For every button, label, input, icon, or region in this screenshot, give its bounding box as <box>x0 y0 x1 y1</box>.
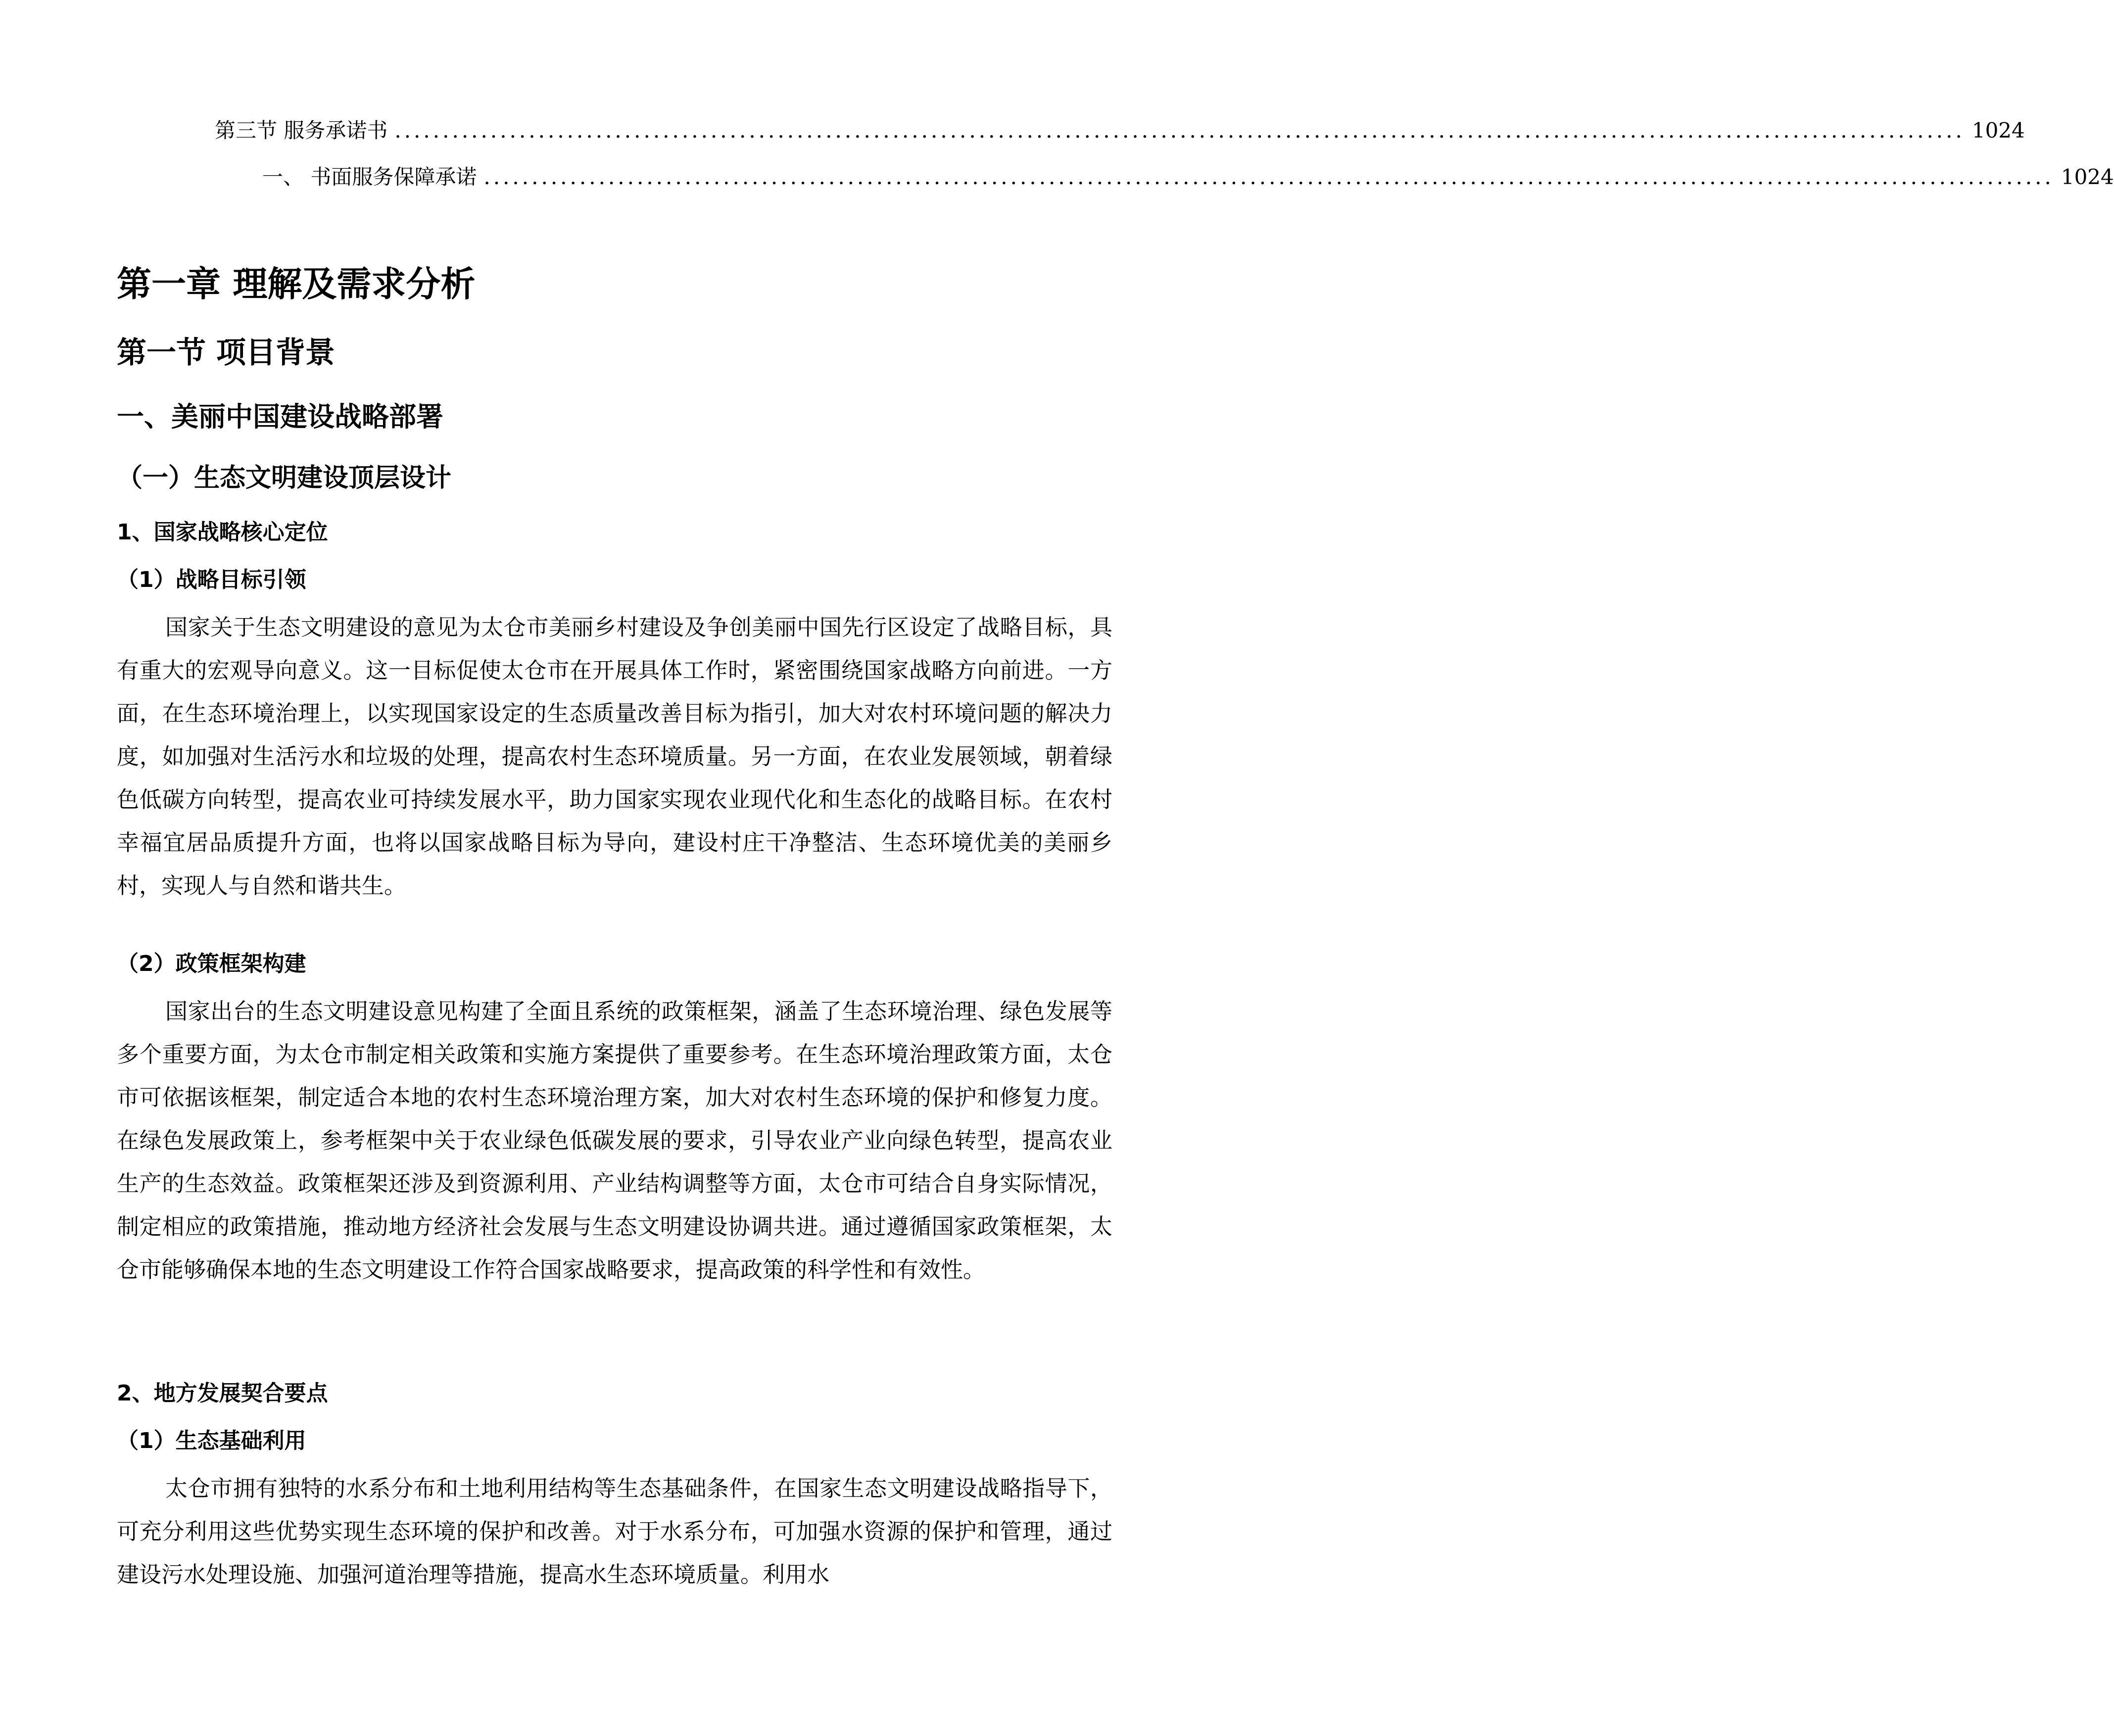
item-heading-2-1: （1）生态基础利用 <box>117 1428 306 1453</box>
toc-leader-dots: .................................................................................................................................................................... <box>394 118 1965 143</box>
subsubsection-heading: （一）生态文明建设顶层设计 <box>117 463 452 493</box>
item-heading-1: 1、国家战略核心定位 <box>117 520 328 545</box>
chapter-heading: 第一章 理解及需求分析 <box>117 264 476 304</box>
toc-entry-page-number: 1024 <box>1971 118 2025 143</box>
toc-entry-item-1[interactable] <box>262 162 2114 192</box>
body-paragraph-1: 国家关于生态文明建设的意见为太仓市美丽乡村建设及争创美丽中国先行区设定了战略目标，具有重大的宏观导向意义。这一目标促使太仓市在开展具体工作时，紧密围绕国家战略方向前进。一方面，在生态环境治理上，以实现国家设定的生态质量改善目标为指引，加大对农村环境问题的解决力度，如加强对生活污水和垃圾的处理，提高农村生态环境质量。另一方面，在农业发展领域，朝着绿色低碳方向转型，提高农业可持续发展水平，助力国家实现农业现代化和生态化的战略目标。在农村幸福宜居品质提升方面，也将以国家战略目标为导向，建设村庄干净整洁、生态环境优美的美丽乡村，实现人与自然和谐共生。 <box>117 614 1112 899</box>
item-heading-1-2: （2）政策框架构建 <box>117 951 306 976</box>
body-paragraph-2: 国家出台的生态文明建设意见构建了全面且系统的政策框架，涵盖了生态环境治理、绿色发展等多个重要方面，为太仓市制定相关政策和实施方案提供了重要参考。在生态环境治理政策方面，太仓市可依据该框架，制定适合本地的农村生态环境治理方案，加大对农村生态环境的保护和修复力度。在绿色发展政策上，参考框架中关于农业绿色低碳发展的要求，引导农业产业向绿色转型，提高农业生产的生态效益。政策框架还涉及到资源利用、产业结构调整等方面，太仓市可结合自身实际情况，制定相应的政策措施，推动地方经济社会发展与生态文明建设协调共进。通过遵循国家政策框架，太仓市能够确保本地的生态文明建设工作符合国家战略要求，提高政策的科学性和有效性。 <box>117 998 1112 1283</box>
section-heading: 第一节 项目背景 <box>117 336 335 370</box>
subsection-heading: 一、美丽中国建设战略部署 <box>117 401 444 433</box>
item-heading-1-1: （1）战略目标引领 <box>117 567 306 592</box>
body-paragraph-3: 太仓市拥有独特的水系分布和土地利用结构等生态基础条件，在国家生态文明建设战略指导下，可充分利用这些优势实现生态环境的保护和改善。对于水系分布，可加强水资源的保护和管理，通过建设污水处理设施、加强河道治理等措施，提高水生态环境质量。利用水 <box>117 1475 1112 1588</box>
toc-leader-dots: .................................................................................................................................................................... <box>483 165 2054 189</box>
item-heading-2: 2、地方发展契合要点 <box>117 1381 328 1406</box>
toc-entry-page-number: 1024 <box>2061 165 2114 189</box>
toc-entry-title: 一、 书面服务保障承诺 <box>262 165 477 189</box>
toc-entry-title: 第三节 服务承诺书 <box>215 118 388 143</box>
toc-entry-section-3[interactable] <box>215 116 2025 145</box>
